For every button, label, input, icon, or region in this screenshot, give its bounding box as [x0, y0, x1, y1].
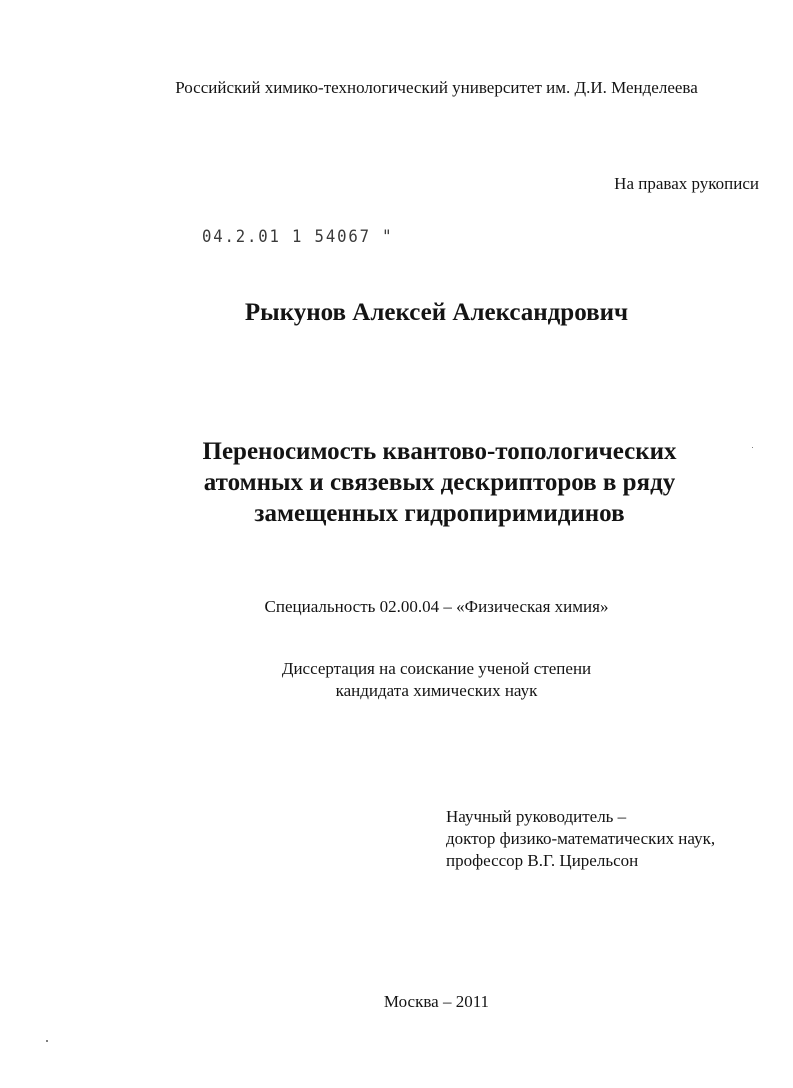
city-year: Москва – 2011 [383, 992, 490, 1011]
degree-statement [0, 658, 793, 702]
title-line: атомных и связевых дескрипторов в ряду [203, 469, 676, 496]
degree-line: кандидата химических наук [335, 681, 538, 700]
rights-note: На правах рукописи [614, 174, 759, 193]
specialty: Специальность 02.00.04 – «Физическая химия» [264, 597, 609, 616]
registration-stamp: 04.2.01 1 54067 " [202, 227, 394, 247]
supervisor-block [446, 806, 715, 872]
degree-line: Диссертация на соискание ученой степени [281, 659, 592, 678]
title-line: замещенных гидропиримидинов [254, 500, 625, 527]
scan-speck [46, 1040, 48, 1042]
supervisor-line: доктор физико-математических наук, [446, 829, 716, 848]
scan-speck [752, 447, 753, 448]
dissertation-title [0, 436, 793, 529]
title-line: Переносимость квантово-топологических [202, 438, 677, 465]
supervisor-line: Научный руководитель – [446, 807, 627, 826]
university-name: Российский химико-технологический университет им. Д.И. Менделеева [175, 78, 698, 97]
supervisor-line: профессор В.Г. Цирельсон [446, 851, 639, 870]
author-name: Рыкунов Алексей Александрович [244, 299, 629, 326]
